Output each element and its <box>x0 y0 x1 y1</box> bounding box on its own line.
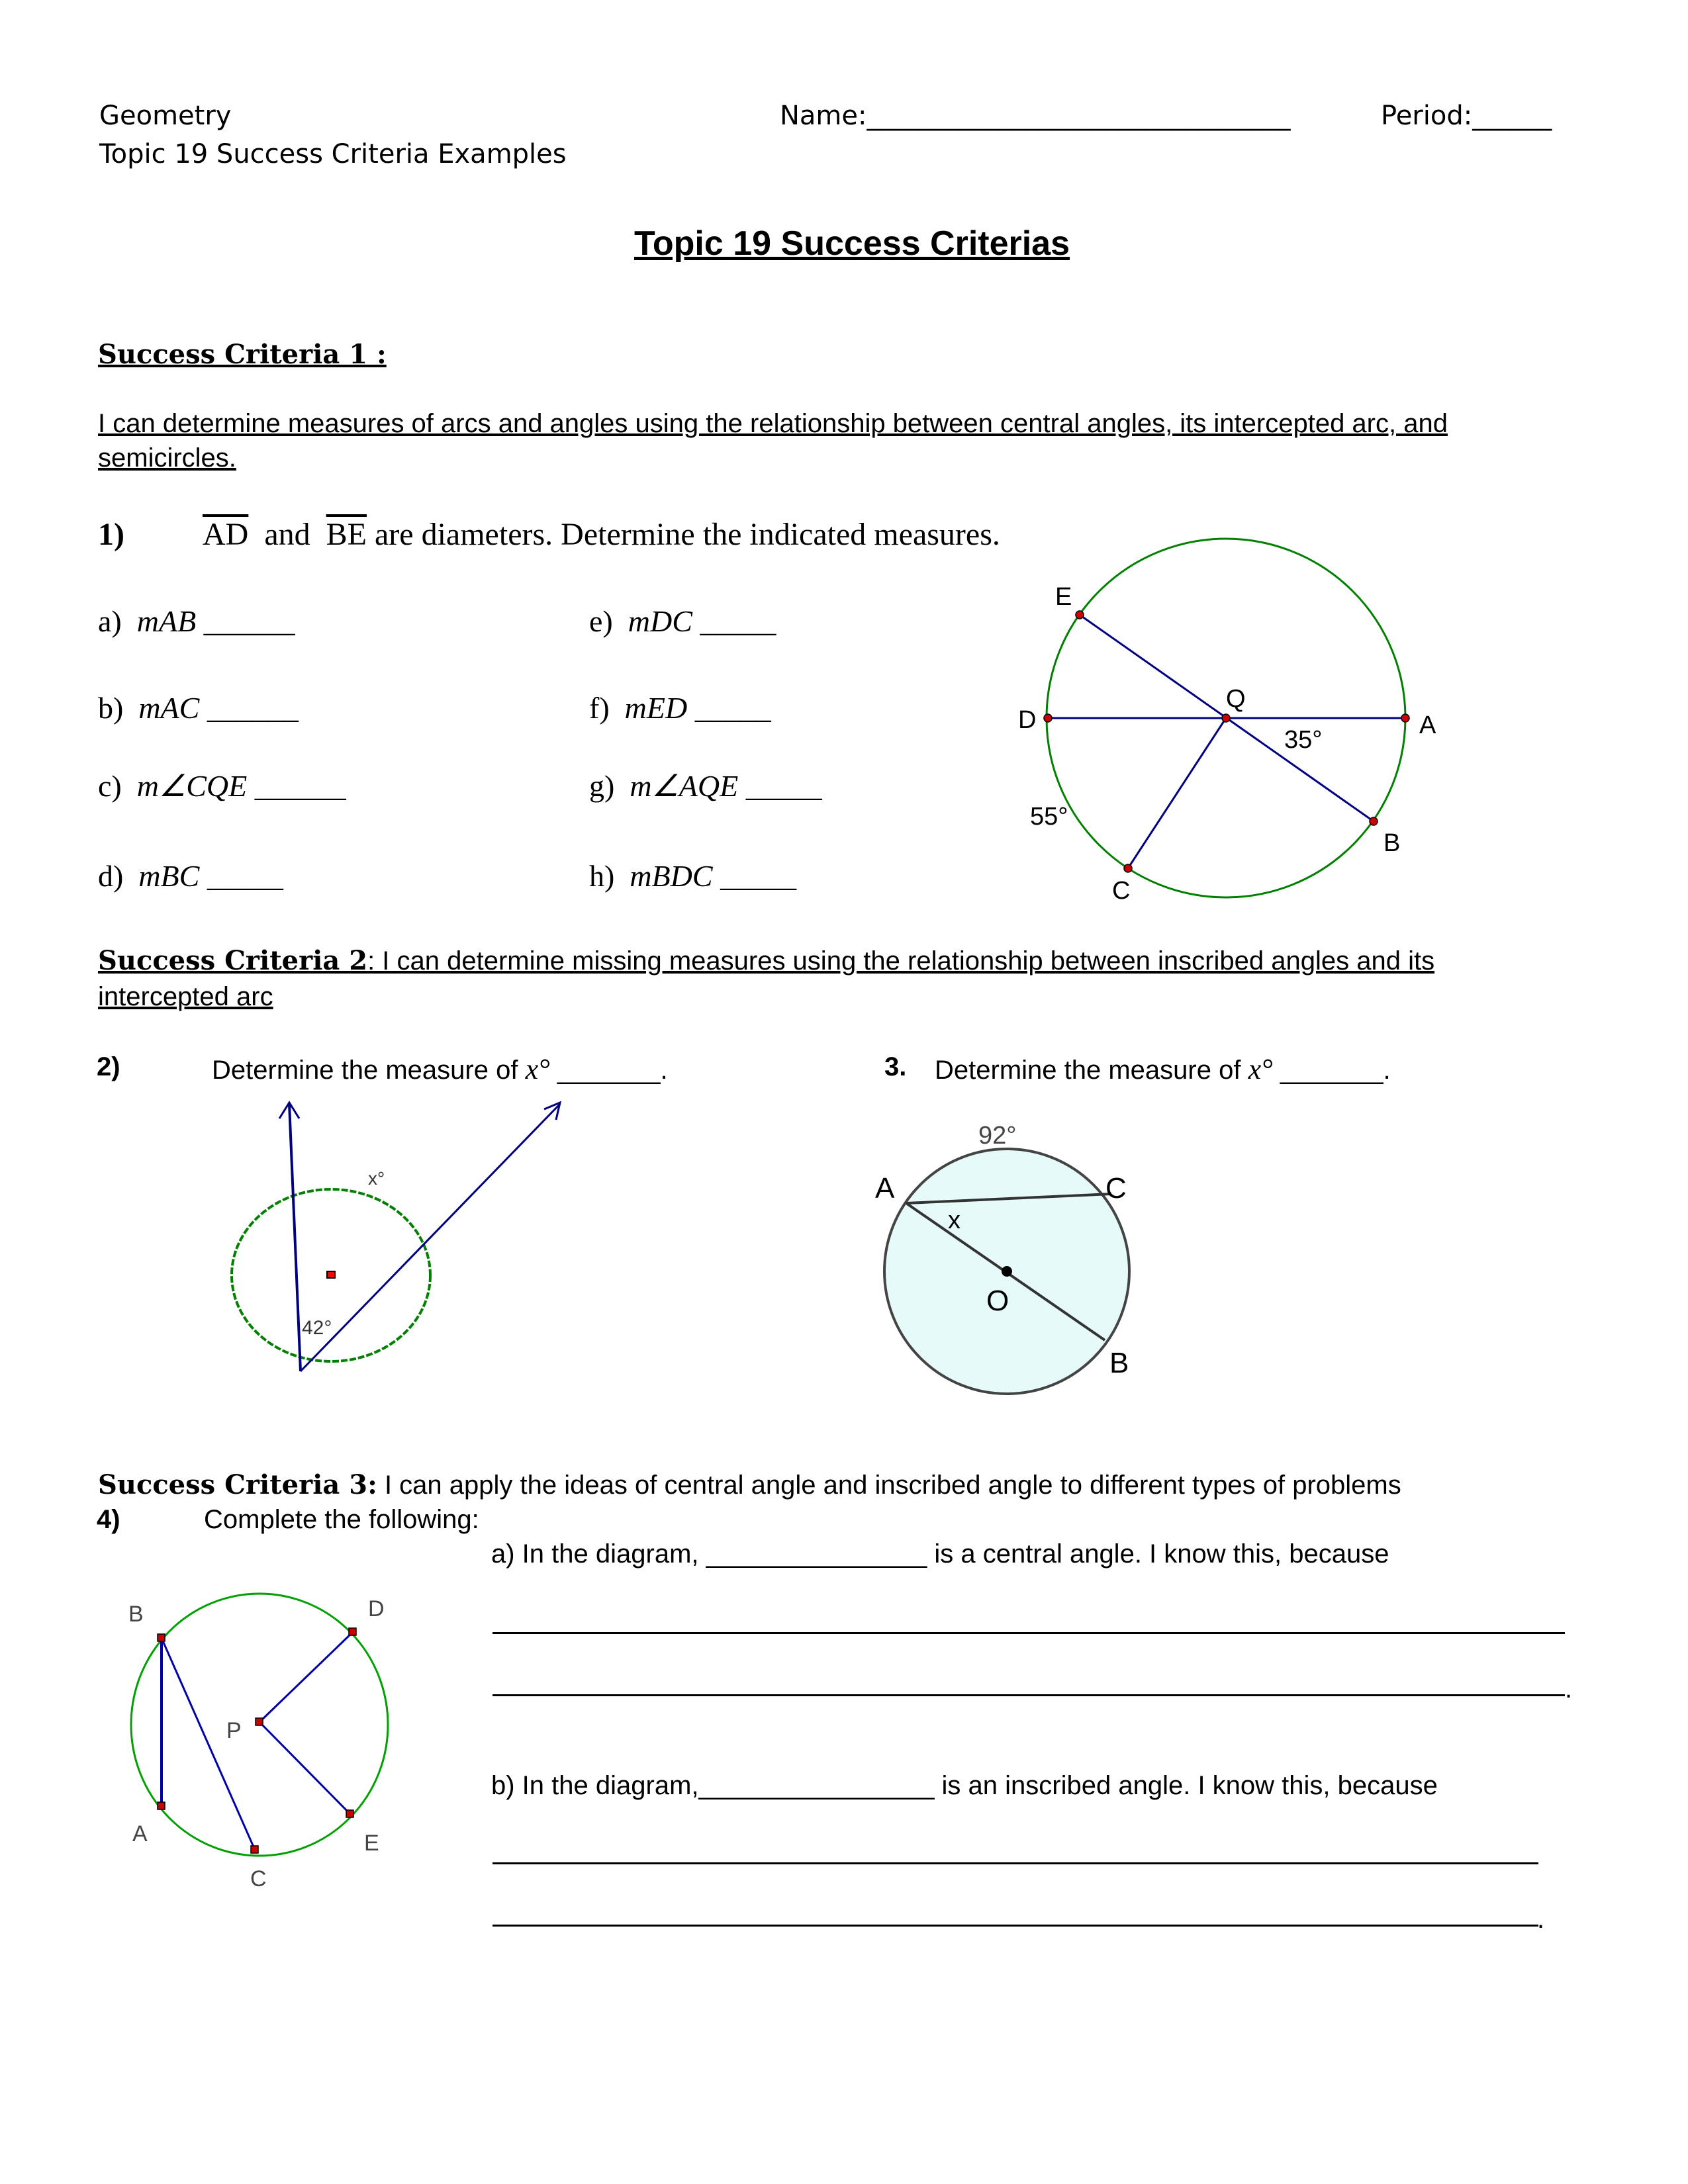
item-label: e) <box>589 604 613 638</box>
question-1-text: are diameters. Determine the indicated measures. <box>374 517 1000 552</box>
sc2-text: : I can determine missing measures using the relationship between inscribed angles and its <box>367 946 1435 976</box>
item-expression: mAB <box>136 604 197 638</box>
item-expression: mED <box>624 691 688 725</box>
radius-qc <box>1128 718 1226 868</box>
period-field[interactable]: Period:______ <box>1381 101 1552 131</box>
item-label: a) <box>98 604 122 638</box>
diagram-1 <box>1018 539 1436 905</box>
period-4b: . <box>1537 1905 1545 1934</box>
sc2-heading: Success Criteria 2 <box>98 945 368 976</box>
sc2-text-line2: intercepted arc <box>98 982 273 1011</box>
point-e4 <box>346 1810 353 1817</box>
period-4a: . <box>1565 1674 1573 1704</box>
question-1-number: 1) <box>98 517 124 552</box>
point-q <box>1222 714 1230 722</box>
item-expression: m∠CQE <box>136 769 248 803</box>
label-b3: B <box>1109 1347 1129 1379</box>
q2-answer-blank[interactable]: _______. <box>557 1056 668 1085</box>
arc-label-x: x° <box>368 1168 385 1189</box>
label-a4: A <box>132 1821 148 1846</box>
label-e: E <box>1055 583 1072 611</box>
point-a <box>1401 714 1409 722</box>
item-expression: mBC <box>138 859 200 893</box>
answer-blank[interactable]: _____ <box>207 859 283 893</box>
and-word: and <box>264 517 310 552</box>
sc3-text: I can apply the ideas of central angle and inscribed angle to different types of problems <box>377 1471 1401 1500</box>
item-label: c) <box>98 769 122 803</box>
angle-35: 35° <box>1284 726 1323 754</box>
diagram-3 <box>875 1122 1129 1394</box>
label-b: B <box>1383 829 1401 857</box>
label-d: D <box>1018 706 1037 734</box>
item-expression: mDC <box>628 604 692 638</box>
answer-blank[interactable]: _____ <box>720 859 797 893</box>
question-4-number: 4) <box>97 1505 120 1534</box>
point-b <box>1370 817 1378 825</box>
point-a4 <box>158 1802 165 1809</box>
q2-variable: x° <box>525 1053 550 1085</box>
segment-ad: $\overline{AD}$ <box>203 517 249 552</box>
sc1-text-line1: I can determine measures of arcs and angles using the relationship between central angles, its intercepted arc, and <box>98 409 1448 438</box>
label-c: C <box>1112 877 1131 905</box>
ray-diagonal <box>301 1104 560 1371</box>
segment-be: $\overline{BE}$ <box>326 517 367 552</box>
course-name: Geometry <box>99 101 232 131</box>
diagram-4 <box>128 1594 388 1891</box>
label-q: Q <box>1226 685 1246 713</box>
q2-text: Determine the measure of <box>212 1056 518 1085</box>
label-b4: B <box>128 1602 144 1627</box>
item-label: g) <box>589 769 615 803</box>
center-point <box>327 1271 335 1278</box>
question-4-prompt: Complete the following: <box>204 1505 479 1534</box>
item-label: h) <box>589 859 615 893</box>
diagram-2 <box>232 1103 560 1371</box>
question-4b: b) In the diagram,________________ is an inscribed angle. I know this, because <box>491 1771 1438 1800</box>
q3-answer-blank[interactable]: _______. <box>1280 1056 1391 1085</box>
question-3-number: 3. <box>884 1052 907 1081</box>
label-c4: C <box>250 1866 267 1891</box>
label-c3: C <box>1105 1172 1127 1205</box>
answer-blank[interactable]: _____ <box>694 691 771 725</box>
radius-pd <box>259 1632 353 1722</box>
question-2-number: 2) <box>97 1052 120 1081</box>
label-d4: D <box>368 1596 385 1621</box>
radius-pe <box>259 1722 350 1814</box>
answer-blank[interactable]: _____ <box>745 769 822 803</box>
label-p4: P <box>226 1718 242 1743</box>
angle-55: 55° <box>1030 803 1068 831</box>
label-a: A <box>1419 711 1436 739</box>
answer-blank[interactable]: ______ <box>207 691 299 725</box>
item-label: b) <box>98 691 124 725</box>
item-label: d) <box>98 859 124 893</box>
ray-vertical <box>289 1104 301 1371</box>
item-expression: mAC <box>138 691 200 725</box>
angle-label-42: 42° <box>302 1317 332 1339</box>
answer-blank[interactable]: ______ <box>203 604 295 638</box>
answer-blank[interactable]: _____ <box>700 604 776 638</box>
label-e4: E <box>364 1831 379 1856</box>
question-4a: a) In the diagram, _______________ is a central angle. I know this, because <box>491 1539 1389 1569</box>
item-label: f) <box>589 691 610 725</box>
point-c4 <box>251 1846 258 1853</box>
point-e <box>1076 611 1084 619</box>
chord-bc <box>162 1638 255 1850</box>
item-expression: m∠AQE <box>630 769 739 803</box>
page-title: Topic 19 Success Criterias <box>634 224 1070 263</box>
center-o <box>1002 1266 1012 1277</box>
label-a3: A <box>875 1172 895 1205</box>
point-b4 <box>158 1634 165 1641</box>
point-d <box>1044 714 1052 722</box>
sc3-heading: Success Criteria 3: <box>98 1469 377 1500</box>
answer-blank[interactable]: ______ <box>254 769 346 803</box>
label-o3: O <box>986 1285 1009 1317</box>
q3-text: Determine the measure of <box>935 1056 1241 1085</box>
label-x3: x <box>948 1206 961 1234</box>
point-c <box>1124 864 1132 872</box>
q3-variable: x° <box>1248 1053 1273 1085</box>
point-d4 <box>349 1628 356 1635</box>
sc1-heading: Success Criteria 1 : <box>98 339 387 370</box>
worksheet-subtitle: Topic 19 Success Criteria Examples <box>99 139 567 169</box>
sc1-text-line2: semicircles. <box>98 443 236 473</box>
name-field[interactable]: Name:________________________________ <box>780 101 1291 131</box>
point-p4 <box>256 1718 263 1725</box>
arc-92: 92° <box>978 1122 1017 1150</box>
item-expression: mBDC <box>630 859 713 893</box>
